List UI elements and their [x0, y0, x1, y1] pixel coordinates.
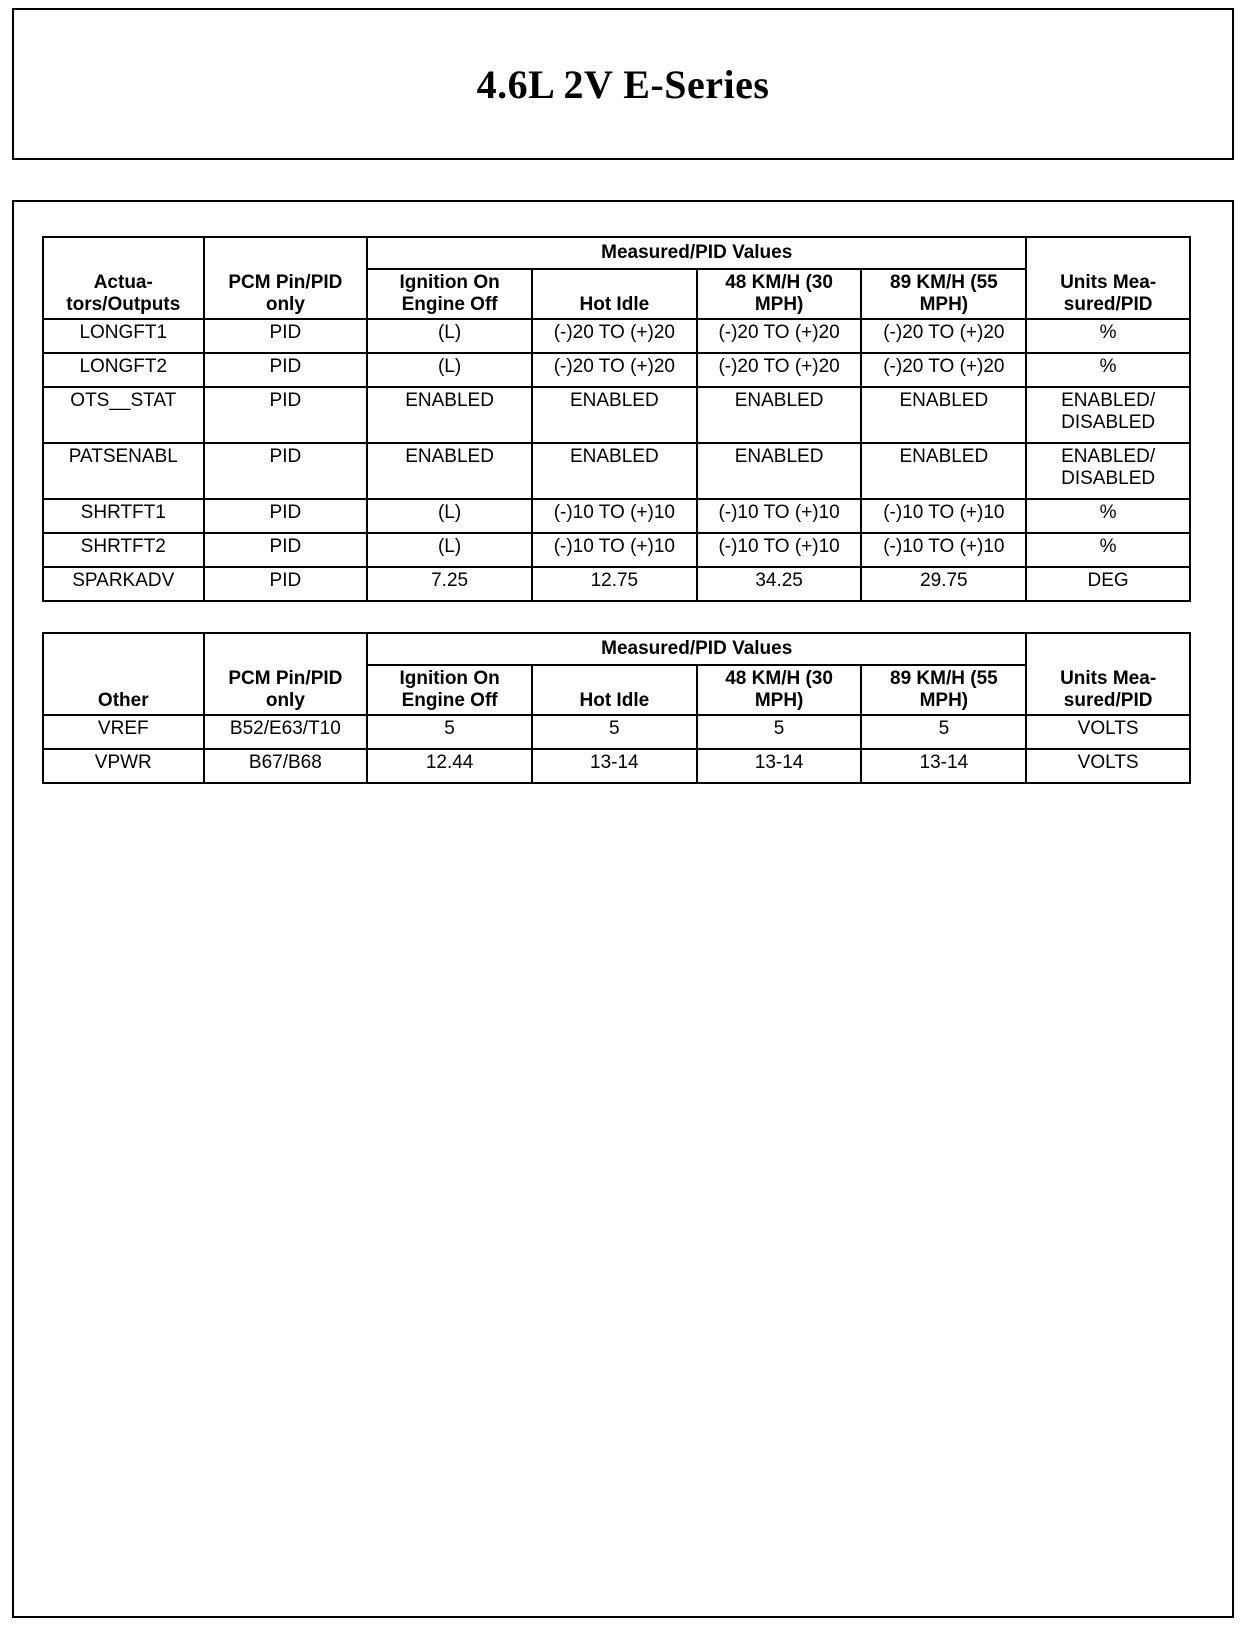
table-cell: 5 [697, 715, 862, 749]
table-cell: 5 [861, 715, 1026, 749]
header-units: Units Mea- sured/PID [1026, 633, 1190, 715]
table-cell: 13-14 [697, 749, 862, 783]
actuators-outputs-table [42, 236, 1191, 602]
header-measured-values: Measured/PID Values [367, 633, 1026, 665]
table-cell: PID [204, 387, 368, 443]
table-row [43, 387, 1190, 443]
table-cell: ENABLED [532, 387, 697, 443]
table-cell: ENABLED/ DISABLED [1026, 387, 1190, 443]
table-cell: SHRTFT1 [43, 499, 204, 533]
table-cell: (-)20 TO (+)20 [532, 319, 697, 353]
table-cell: OTS__STAT [43, 387, 204, 443]
title-box [12, 8, 1234, 160]
table-cell: VOLTS [1026, 749, 1190, 783]
header-ignition-on: Ignition On Engine Off [367, 665, 532, 715]
table-row [43, 567, 1190, 601]
table-cell: ENABLED/ DISABLED [1026, 443, 1190, 499]
table-cell: (-)20 TO (+)20 [861, 353, 1026, 387]
table-cell: VREF [43, 715, 204, 749]
table-cell: 29.75 [861, 567, 1026, 601]
table-cell: (-)20 TO (+)20 [697, 353, 862, 387]
table-row [43, 749, 1190, 783]
table-cell: % [1026, 533, 1190, 567]
header-48kmh: 48 KM/H (30 MPH) [697, 665, 862, 715]
table-row [43, 533, 1190, 567]
page-title: 4.6L 2V E-Series [476, 61, 770, 107]
header-other: Other [43, 633, 204, 715]
table-cell: (-)20 TO (+)20 [532, 353, 697, 387]
table-cell: 13-14 [532, 749, 697, 783]
content-box [12, 200, 1234, 1618]
table-cell: VPWR [43, 749, 204, 783]
header-pcm-pin: PCM Pin/PID only [204, 237, 368, 319]
header-ignition-on: Ignition On Engine Off [367, 269, 532, 319]
table-cell: 5 [532, 715, 697, 749]
table-cell: ENABLED [367, 387, 532, 443]
table-cell: ENABLED [367, 443, 532, 499]
table-cell: (-)10 TO (+)10 [697, 499, 862, 533]
table-cell: (-)10 TO (+)10 [861, 499, 1026, 533]
table-cell: PID [204, 353, 368, 387]
table-cell: DEG [1026, 567, 1190, 601]
table-cell: (L) [367, 353, 532, 387]
other-table [42, 632, 1191, 784]
table-cell: (L) [367, 499, 532, 533]
table-cell: B52/E63/T10 [204, 715, 368, 749]
table-row [43, 319, 1190, 353]
table-cell: (-)10 TO (+)10 [697, 533, 862, 567]
table-cell: 12.75 [532, 567, 697, 601]
table-cell: SPARKADV [43, 567, 204, 601]
table-cell: VOLTS [1026, 715, 1190, 749]
table-row [43, 443, 1190, 499]
header-hot-idle: Hot Idle [532, 269, 697, 319]
table-cell: PID [204, 499, 368, 533]
table-row [43, 353, 1190, 387]
table-cell: % [1026, 353, 1190, 387]
table-cell: 12.44 [367, 749, 532, 783]
table-cell: PID [204, 533, 368, 567]
table-row [43, 499, 1190, 533]
header-89kmh: 89 KM/H (55 MPH) [861, 665, 1026, 715]
table-cell: (-)10 TO (+)10 [532, 533, 697, 567]
table-row [43, 715, 1190, 749]
table-cell: B67/B68 [204, 749, 368, 783]
table-cell: ENABLED [861, 387, 1026, 443]
table-cell: LONGFT1 [43, 319, 204, 353]
header-measured-values: Measured/PID Values [367, 237, 1026, 269]
table-cell: 7.25 [367, 567, 532, 601]
table-cell: % [1026, 499, 1190, 533]
table-cell: (L) [367, 533, 532, 567]
header-actuators-outputs: Actua- tors/Outputs [43, 237, 204, 319]
table-cell: (-)20 TO (+)20 [861, 319, 1026, 353]
table-cell: SHRTFT2 [43, 533, 204, 567]
other-table-body [43, 715, 1190, 783]
table-cell: (-)10 TO (+)10 [861, 533, 1026, 567]
table-cell: (-)20 TO (+)20 [697, 319, 862, 353]
table-cell: PID [204, 567, 368, 601]
table-cell: PID [204, 443, 368, 499]
table-cell: 5 [367, 715, 532, 749]
table-cell: PID [204, 319, 368, 353]
header-units: Units Mea- sured/PID [1026, 237, 1190, 319]
header-48kmh: 48 KM/H (30 MPH) [697, 269, 862, 319]
table-cell: 34.25 [697, 567, 862, 601]
table-cell: ENABLED [697, 387, 862, 443]
table-cell: % [1026, 319, 1190, 353]
table-cell: (-)10 TO (+)10 [532, 499, 697, 533]
table-cell: ENABLED [697, 443, 862, 499]
header-hot-idle: Hot Idle [532, 665, 697, 715]
header-89kmh: 89 KM/H (55 MPH) [861, 269, 1026, 319]
table-cell: PATSENABL [43, 443, 204, 499]
header-pcm-pin: PCM Pin/PID only [204, 633, 368, 715]
table-cell: LONGFT2 [43, 353, 204, 387]
table-cell: 13-14 [861, 749, 1026, 783]
actuators-table-body [43, 319, 1190, 601]
table-cell: ENABLED [861, 443, 1026, 499]
table-cell: (L) [367, 319, 532, 353]
table-cell: ENABLED [532, 443, 697, 499]
